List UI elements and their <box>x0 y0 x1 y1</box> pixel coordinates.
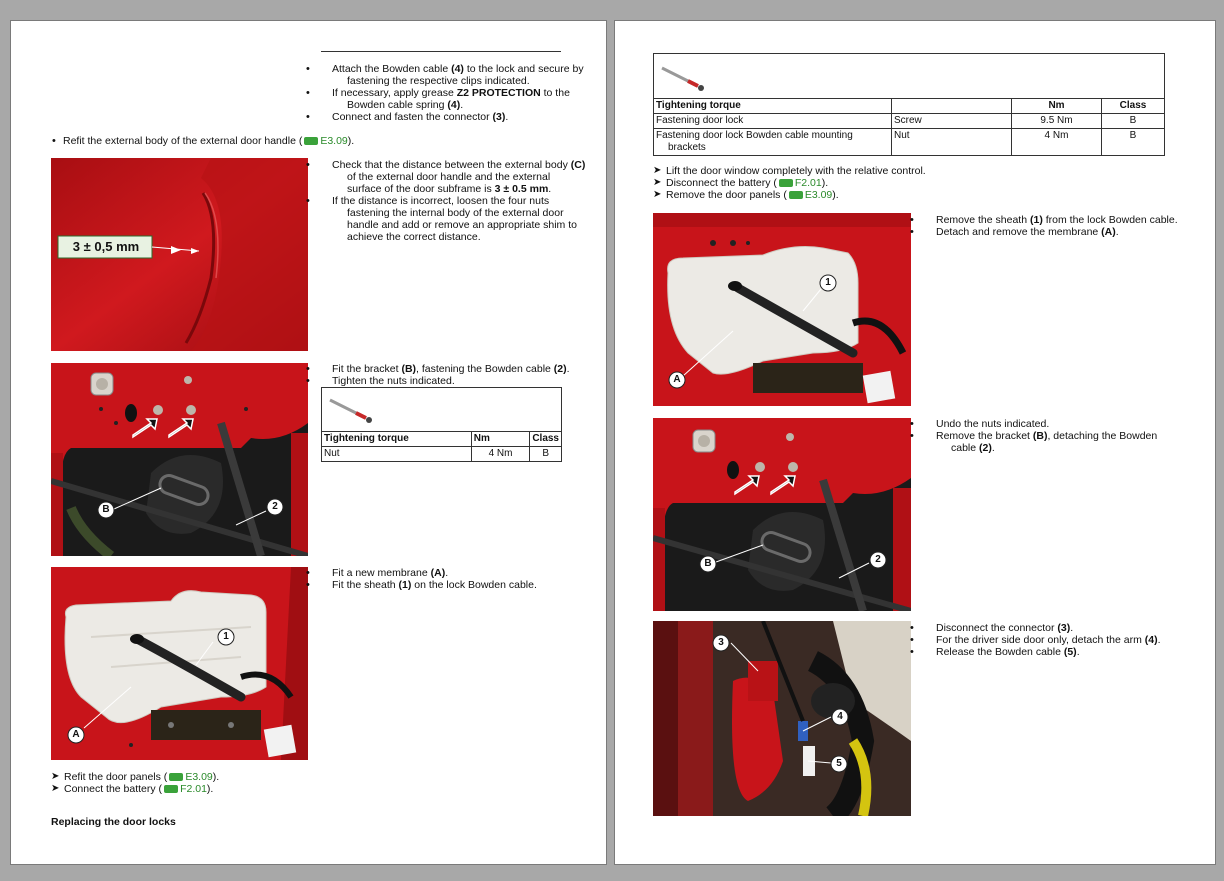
table-header: Class <box>530 432 562 447</box>
list-item: • Disconnect the connector (3). <box>925 622 1195 634</box>
table-header: Tightening torque <box>322 432 472 447</box>
table-fragment-top <box>321 51 561 52</box>
table-cell: Fastening door lock Bowden cable mounting brackets <box>654 129 892 156</box>
torque-wrench-icon <box>326 394 386 424</box>
step-list-c-right <box>925 418 1185 454</box>
list-item: ➤ Lift the door window completely with the relative control. <box>653 165 1053 177</box>
table-cell: Fastening door lock <box>654 114 892 129</box>
section-heading: Replacing the door locks <box>51 816 176 828</box>
photo-remove-membrane <box>653 213 911 406</box>
table-cell: Screw <box>892 114 1012 129</box>
table-cell: 9.5 Nm <box>1012 114 1102 129</box>
table-cell: B <box>530 447 562 462</box>
measure-label: 3 ± 0,5 mm <box>72 239 140 254</box>
list-item: • Detach and remove the membrane (A). <box>925 226 1185 238</box>
reference-link[interactable]: F2.01 <box>794 177 822 189</box>
list-item: ➤ Disconnect the battery ( F2.01). <box>653 177 1053 189</box>
list-item: • Tighten the nuts indicated. <box>321 375 586 387</box>
step-list-b <box>321 159 586 243</box>
callout-2: 2 <box>875 554 881 565</box>
callout-a: A <box>72 729 80 740</box>
callout-3: 3 <box>718 637 724 648</box>
list-item: • Fit the sheath (1) on the lock Bowden cable. <box>321 579 586 591</box>
reference-icon <box>304 137 318 145</box>
list-item: • If the distance is incorrect, loosen the four nuts fastening the internal body of the external door handle and add or remove an appropriate shim to achieve the correct distance. <box>321 195 586 243</box>
callout-2: 2 <box>272 501 278 512</box>
list-item: • Remove the sheath (1) from the lock Bowden cable. <box>925 214 1185 226</box>
table-row <box>322 447 562 462</box>
list-item: • If necessary, apply grease Z2 PROTECTION to the Bowden cable spring (4). <box>321 87 586 111</box>
wrench-box <box>653 53 1165 99</box>
table-cell: Nut <box>892 129 1012 156</box>
step-list-c <box>321 363 586 387</box>
list-item: • Fit the bracket (B), fastening the Bowden cable (2). <box>321 363 586 375</box>
photo-remove-bracket <box>653 418 911 611</box>
list-item: • Connect and fasten the connector (3). <box>321 111 586 123</box>
table-header: Class <box>1102 99 1165 114</box>
list-item: ➤ Refit the door panels ( E3.09). <box>51 771 351 783</box>
left-page <box>10 20 607 865</box>
list-item: • For the driver side door only, detach the arm (4). <box>925 634 1195 646</box>
list-item: ➤ Connect the battery ( F2.01). <box>51 783 351 795</box>
list-item: • Undo the nuts indicated. <box>925 418 1185 430</box>
step-list-d-right <box>925 622 1195 658</box>
table-cell: Nut <box>322 447 472 462</box>
table-cell: B <box>1102 129 1165 156</box>
torque-wrench-icon <box>658 62 718 92</box>
reference-link[interactable]: E3.09 <box>804 189 833 201</box>
list-item: • Attach the Bowden cable (4) to the lock and secure by fastening the respective clips indicated. <box>321 63 586 87</box>
step-list-a-right <box>653 165 1053 201</box>
photo-bracket <box>51 363 308 556</box>
list-item: ➤ Remove the door panels ( E3.09). <box>653 189 1053 201</box>
reference-icon <box>169 773 183 781</box>
photo-membrane <box>51 567 308 760</box>
step-list-e <box>51 771 351 795</box>
right-page <box>614 20 1216 865</box>
table-header: Nm <box>471 432 530 447</box>
callout-b: B <box>102 504 110 515</box>
reference-icon <box>779 179 793 187</box>
table-header <box>892 99 1012 114</box>
refit-external-item <box>52 135 372 147</box>
photo-handle-distance <box>51 158 308 351</box>
callout-a: A <box>673 374 681 385</box>
reference-icon <box>164 785 178 793</box>
table-header: Nm <box>1012 99 1102 114</box>
reference-link[interactable]: E3.09 <box>185 771 213 783</box>
table-row <box>654 114 1165 129</box>
torque-table-1 <box>321 431 562 462</box>
table-cell: 4 Nm <box>1012 129 1102 156</box>
table-cell: 4 Nm <box>471 447 530 462</box>
photo-lock-connector <box>653 621 911 816</box>
torque-table-2 <box>653 98 1165 156</box>
wrench-box <box>321 387 562 431</box>
table-header: Tightening torque <box>654 99 892 114</box>
callout-5: 5 <box>836 758 842 769</box>
callout-1: 1 <box>825 277 831 288</box>
callout-4: 4 <box>837 711 843 722</box>
list-item: • Release the Bowden cable (5). <box>925 646 1195 658</box>
table-row <box>654 129 1165 156</box>
reference-link[interactable]: E3.09 <box>320 135 348 147</box>
list-item: • Refit the external body of the external door handle ( E3.09). <box>52 135 372 147</box>
step-list-d <box>321 567 586 591</box>
step-list-a <box>321 63 586 123</box>
list-item: • Check that the distance between the external body (C) of the external door handle and the external surface of the door subframe is 3 ± 0.5 mm. <box>321 159 586 195</box>
table-cell: B <box>1102 114 1165 129</box>
step-list-b-right <box>925 214 1185 238</box>
callout-1: 1 <box>223 631 229 642</box>
reference-icon <box>789 191 803 199</box>
reference-link[interactable]: F2.01 <box>180 783 207 795</box>
callout-b: B <box>704 558 712 569</box>
list-item: • Fit a new membrane (A). <box>321 567 586 579</box>
list-item: • Remove the bracket (B), detaching the Bowden cable (2). <box>925 430 1185 454</box>
